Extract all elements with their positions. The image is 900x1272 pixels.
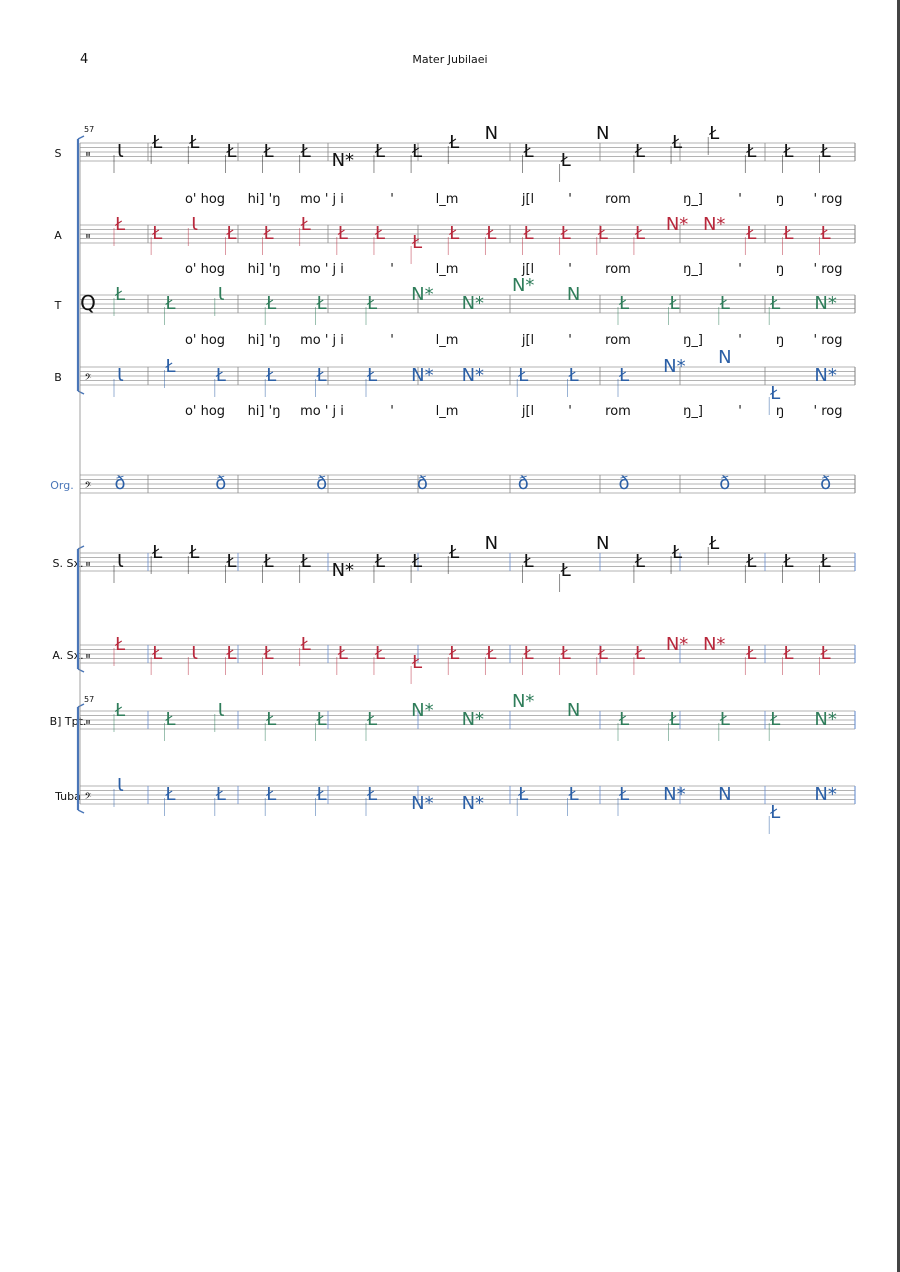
lyric-syllable: o' hog [184,192,226,207]
note: Ł [746,223,757,244]
lyric-syllable: ' rog [813,333,843,348]
note: Ł [719,709,730,730]
note: Ɩ [116,141,124,162]
note: Ɩ [217,700,224,721]
note: Ł [366,784,378,805]
lyric-syllable: mo ' j i [300,333,344,348]
note: Ł [374,223,386,244]
note: Ł [746,141,757,162]
note: ð [820,473,832,494]
note: Ł [523,643,534,664]
lyric-syllable: j[l [521,192,535,207]
note: Ł [152,223,163,244]
lyric-syllable: l_m [435,192,459,207]
note: Ł [152,542,163,563]
note: Ł [226,223,237,244]
note: Ł [518,365,529,386]
lyric-syllable: l_m [435,262,459,277]
bracket-hook [78,810,84,813]
note: Ł [189,542,200,563]
note: Ł [719,293,730,314]
note: N* [814,784,837,805]
note: Ł [300,634,311,655]
lyric-syllable: ' [390,192,394,207]
lyric-syllable: ' [568,192,572,207]
note: Ł [820,141,831,162]
note: Ł [671,132,683,153]
clef-soprano-sax: 𝄥 [86,558,90,571]
note: Ł [618,293,630,314]
note: N* [665,214,689,235]
note: Ł [449,542,460,563]
note: Ł [316,293,327,314]
clef-organ: 𝄢 [84,480,92,493]
lyric-syllable: ' [390,333,394,348]
note: Ł [486,223,497,244]
note: Ł [337,223,348,244]
lyric-syllable: hi] 'ŋ [247,262,281,277]
lyric-syllable: rom [605,333,631,348]
note: Ł [560,150,571,171]
note: Ł [366,293,378,314]
note: N* [461,709,485,730]
lyric-syllable: ' [738,262,742,277]
note: Ł [316,784,327,805]
note: Ł [770,383,781,404]
note: Ł [226,141,237,162]
lyric-syllable: ' [568,262,572,277]
measure-number: 57 [84,695,95,704]
lyric-syllable: mo ' j i [300,192,344,207]
bracket-hook [78,669,84,672]
bracket-hook [78,391,84,394]
note: Ł [316,709,327,730]
note: Ɩ [116,365,124,386]
note: N* [411,700,434,721]
note: Ł [374,643,386,664]
lyric-syllable: rom [605,262,631,277]
note: Ł [597,223,608,244]
note: N* [814,709,837,730]
note: Ł [114,214,126,235]
lyric-syllable: ŋ_] [683,333,703,348]
note: Ł [783,223,794,244]
clef-alto-sax: 𝄥 [86,650,90,663]
note: Ł [263,643,274,664]
staff-label-organ: Org. [50,479,74,492]
note: Ł [165,356,176,377]
lyric-syllable: mo ' j i [300,262,344,277]
note: N* [461,365,485,386]
note: Ł [634,141,645,162]
note: Ł [669,709,680,730]
note: N [596,123,610,144]
note: Ł [300,141,311,162]
bracket-hook [78,136,84,139]
note: Ɩ [116,551,124,572]
note: Ł [770,709,781,730]
lyric-syllable: l_m [435,404,459,419]
note: Ł [560,560,571,581]
note: N* [665,634,689,655]
lyric-syllable: o' hog [184,333,226,348]
note: Ł [189,132,200,153]
staff-label-alto: A [54,229,62,242]
bracket-hook [78,546,84,549]
note: Ł [215,365,226,386]
note: N* [702,214,726,235]
note: ð [215,473,227,494]
note: ð [517,473,529,494]
clef-tenor: Q [80,291,96,315]
lyric-syllable: ŋ_] [683,262,703,277]
staff-label-tenor: T [54,299,62,312]
note: Ł [560,223,571,244]
note: Ł [618,784,630,805]
lyric-syllable: j[l [521,262,535,277]
note: N [718,784,732,805]
note: ð [618,473,630,494]
lyric-syllable: ' [390,404,394,419]
lyric-syllable: hi] 'ŋ [247,404,281,419]
note: Ł [770,802,781,823]
note: Ł [300,214,311,235]
note: Ł [783,643,794,664]
lyric-syllable: ' rog [813,262,843,277]
lyric-syllable: mo ' j i [300,404,344,419]
note: Ł [523,551,534,572]
note: N* [331,560,355,581]
note: Ł [523,223,534,244]
note: N* [814,293,837,314]
clef-soprano: 𝄥 [86,148,90,161]
note: N* [511,275,535,296]
note: Ł [215,784,226,805]
note: Ł [366,709,378,730]
clef-alto: 𝄥 [86,230,90,243]
note: Ł [523,141,534,162]
note: N* [411,284,434,305]
lyric-syllable: j[l [521,333,535,348]
note: Ł [412,652,423,673]
note: Ɩ [116,775,124,796]
note: ð [114,473,126,494]
page-title: Mater Jubilaei [412,53,488,66]
note: N* [411,365,434,386]
staff-label-alto-sax: A. Sx. [52,649,84,662]
note: Ɩ [191,214,198,235]
note: Ł [486,643,497,664]
note: Ł [152,643,163,664]
note: Ł [114,284,126,305]
note: Ł [412,551,423,572]
note: N [566,700,581,721]
note: ð [416,473,428,494]
note: Ł [412,141,423,162]
note: Ł [518,784,529,805]
note: Ł [152,132,163,153]
note: Ł [266,709,277,730]
note: Ł [165,784,176,805]
note: Ł [266,293,277,314]
lyric-syllable: o' hog [184,404,226,419]
note: Ł [634,223,645,244]
note: Ł [266,365,277,386]
note: Ł [449,223,460,244]
lyric-syllable: rom [605,404,631,419]
note: Ł [618,709,630,730]
note: N [596,533,610,554]
lyric-syllable: ŋ_] [683,404,703,419]
note: Ł [366,365,378,386]
lyric-syllable: ŋ [775,404,785,419]
measure-number: 57 [84,125,95,134]
lyric-syllable: l_m [435,333,459,348]
lyric-syllable: ŋ [775,262,785,277]
note: Ł [709,123,720,144]
note: Ł [263,551,274,572]
lyric-syllable: ŋ [775,192,785,207]
note: Ł [165,293,176,314]
lyric-syllable: ' rog [813,192,843,207]
note: N* [814,365,837,386]
note: N [484,123,499,144]
note: N [566,284,581,305]
bracket-hook [78,704,84,707]
note: Ł [412,232,423,253]
page-number: 4 [80,52,89,67]
note: Ł [597,643,608,664]
note: Ł [449,132,460,153]
note: Ł [770,293,781,314]
note: Ł [820,643,831,664]
note: Ł [634,643,645,664]
staff-label-soprano: S [54,147,62,160]
note: Ł [165,709,176,730]
note: N* [511,691,535,712]
lyric-syllable: ' [738,333,742,348]
lyric-syllable: ŋ [775,333,785,348]
note: N* [702,634,726,655]
note: Ł [671,542,683,563]
note: Ł [337,643,348,664]
note: Ł [634,551,645,572]
lyric-syllable: ' [568,333,572,348]
note: Ł [746,643,757,664]
note: Ł [226,551,237,572]
note: ð [719,473,731,494]
note: Ł [618,365,630,386]
note: Ł [746,551,757,572]
note: Ł [449,643,460,664]
lyric-syllable: ' rog [813,404,843,419]
note: Ł [709,533,720,554]
note: N* [663,356,686,377]
note: Ł [568,365,579,386]
note: N [484,533,499,554]
note: Ł [114,700,126,721]
note: N [718,347,732,368]
staff-label-soprano-sax: S. Sx. [52,557,84,570]
note: Ł [226,643,237,664]
note: Ł [568,784,579,805]
note: Ł [783,551,794,572]
note: Ł [114,634,126,655]
lyric-syllable: ' [738,404,742,419]
note: Ł [783,141,794,162]
lyric-syllable: hi] 'ŋ [247,333,281,348]
staff-label-tuba: Tuba [55,790,81,803]
lyric-syllable: j[l [521,404,535,419]
note: ð [316,473,328,494]
note: Ł [263,141,274,162]
note: N* [411,793,434,814]
note: Ł [316,365,327,386]
staff-label-trumpet: B] Tpt. [49,715,87,728]
lyric-syllable: ' [390,262,394,277]
staff-label-bass: B [54,371,62,384]
note: Ł [374,551,386,572]
note: Ɩ [191,643,198,664]
note: Ł [820,551,831,572]
note: N* [461,793,485,814]
lyric-syllable: ' [568,404,572,419]
lyric-syllable: ŋ_] [683,192,703,207]
note: N* [663,784,686,805]
lyric-syllable: hi] 'ŋ [247,192,281,207]
note: Ł [820,223,831,244]
lyric-syllable: rom [605,192,631,207]
note: Ł [374,141,386,162]
lyric-syllable: o' hog [184,262,226,277]
note: N* [461,293,485,314]
clef-trumpet: 𝄥 [86,716,90,729]
note: Ł [669,293,680,314]
clef-tuba: 𝄢 [84,791,92,804]
note: Ł [300,551,311,572]
note: Ł [263,223,274,244]
lyric-syllable: ' [738,192,742,207]
note: Ł [560,643,571,664]
note: Ɩ [217,284,224,305]
clef-bass: 𝄢 [84,372,92,385]
note: N* [331,150,355,171]
note: Ł [266,784,277,805]
